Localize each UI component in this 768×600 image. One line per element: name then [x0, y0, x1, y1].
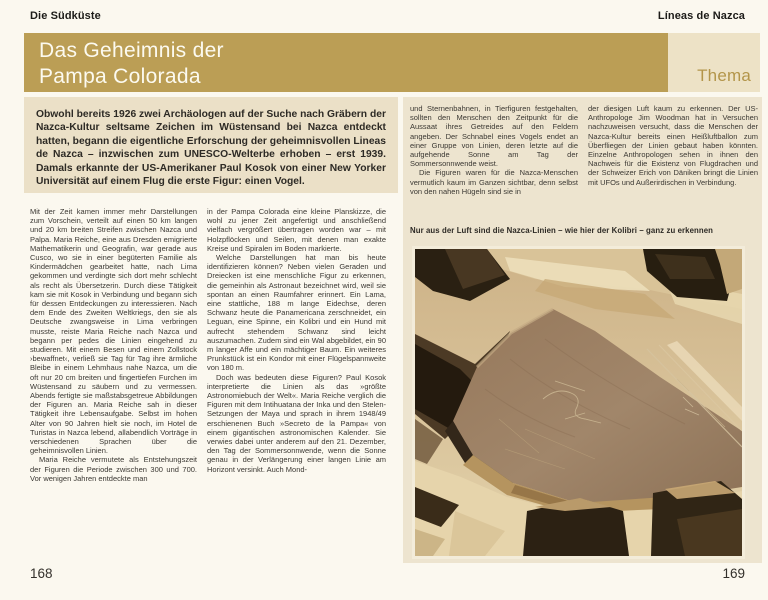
article-column-3	[410, 104, 578, 224]
article-column-4	[588, 104, 758, 224]
intro-paragraph: Obwohl bereits 1926 zwei Archäologen auf der Suche nach Gräbern der Nazca-Kultur seltsame Zeichen im Wüstensand bei Nazca entdeckt hatten, begann die eigentliche Erforschung der geheimnisvollen Lineas de Nazca – inzwischen zum UNESCO-Welterbe erhoben – erst 1939. Damals erkannte der US-Amerikaner Paul Kosok von einer New Yorker Universität auf einem Flug die erste Figur: einen Vogel.	[24, 97, 398, 193]
paragraph: und Sternenbahnen, in Tierfiguren festgehalten, sollten den Menschen den Zeitpunkt für die Aussaat ihres Getreides auf den Feldern angeben. Der Schnabel eines Vogels endet an einer Gruppe von Linien, deren letzte auf die aufgehende Sonne am Tag der Sommersonnwende weist.	[410, 104, 578, 169]
aerial-photo-nazca-lines	[415, 249, 742, 556]
paragraph: in der Pampa Colorada eine kleine Planskizze, die wohl zu jener Zeit angefertigt und anschließend vielfach vergrößert übertragen worden war – mit Holzpflöcken und Seilen, mit denen man exakte Kreise und Spiralen im Boden markierte.	[207, 207, 386, 253]
article-column-1	[30, 207, 197, 559]
paragraph: Maria Reiche vermutete als Entstehungszeit der Figuren die Periode zwischen 300 und 700. Vor wenigen Jahren entdeckte man	[30, 455, 197, 483]
page-number-left: 168	[30, 566, 53, 581]
page-title-line2: Pampa Colorada	[39, 65, 201, 88]
running-head-right: Líneas de Nazca	[657, 10, 745, 22]
article-column-2	[207, 207, 386, 559]
paragraph: Doch was bedeuten diese Figuren? Paul Kosok interpretierte die Linien als das »größte Astronomiebuch der Welt«. Maria Reiche verglich die Figuren mit dem Intihuatana der Inka und den Stelen-Setzungen der Maya und sprach in ihrem 1948/49 erschienenen Buch »Secreto de la Pampa« von einem gigantischen astronomischen Kalender. Sie verwies dabei unter anderem auf den 21. Dezember, den Tag der Sommersonnwende, wenn die Sonne genau in der Verlängerung einer langen Linie am Horizont versinkt. Auch Mond-	[207, 372, 386, 474]
paragraph: Die Figuren waren für die Nazca-Menschen vermutlich kaum im Ganzen sichtbar, denn selbst von den nahen Hügeln sind sie in	[410, 168, 578, 196]
paragraph: Welche Darstellungen hat man bis heute identifizieren können? Neben vielen Geraden und Dreiecken ist eine menschliche Figur zu erkennen, die gemeinhin als Astronaut bezeichnet wird, weil sie spontan an einen Raumfahrer erinnert. Ein Lama, eine stattliche, 188 m lange Eidechse, deren Schwanz heute die Panamericana zerschneidet, ein Leguan, eine Spinne, ein Kolibri und ein Hund mit aufrecht stehendem Schwanz sind leicht auszumachen. Zudem sind ein Wal abgebildet, ein 90 m langer Affe und ein mächtiger Baum. Ein weiteres Prunkstück ist ein Kondor mit einer Flügelspannweite von 180 m.	[207, 253, 386, 373]
thema-tag-box	[668, 33, 760, 92]
photo-frame	[412, 246, 745, 559]
paragraph: der diesigen Luft kaum zu erkennen. Der US-Anthropologe Jim Woodman hat in Versuchen nachzuweisen versucht, dass die Menschen der Nazca-Kultur bereits einen Heißluftballon zum Überfliegen der Linien gebaut haben könnten. Einzelne Anthropologen sehen in ihnen den Nachweis für die Existenz von Flugdrachen und der Schweizer Erich von Däniken bringt die Linien mit UFOs und Außerirdischen in Verbindung.	[588, 104, 758, 187]
page-number-right: 169	[722, 566, 745, 581]
thema-label: Thema	[697, 66, 751, 85]
title-banner	[24, 33, 668, 92]
page-title-line1: Das Geheimnis der	[39, 39, 224, 62]
paragraph: Mit der Zeit kamen immer mehr Darstellungen zum Vorschein, verteilt auf einen 50 km langen und 20 km breiten Streifen zwischen Nazca und Palpa. Maria Reiche, eine aus Dresden emigrierte Mathematikerin und Geografin, war gerade aus Cusco, wo sie in einer begüterten Familie als Kindermädchen gearbeitet hatte, nach Lima gekommen und verdingte sich dort mehr schlecht als recht als Übersetzerin. Durch diese Tätigkeit kam sie mit Kosok in Verbindung und begann sich für dessen Entdeckungen zu interessieren. Nach dem Ende des Zweiten Weltkriegs, den sie als Deutsche zwangsweise in Lima verbringen musste, reiste Maria Reiche nach Nazca und begann per pedes die Linien eingehend zu studieren. Mit einem Besen und einem Zollstock ›bewaffnet‹, verließ sie Tag für Tag ihre ärmliche Bleibe in einem Lehmhaus nahe Nazca, um die oft nur 20 cm breiten und fingertiefen Furchen im Wüstensand zu säubern und zu vermessen. Abends fertigte sie maßstabsgetreue Abbildungen der Figuren an. Maria Reiche sah in dieser Tätigkeit ihre Lebensaufgabe. Selbst im hohen Alter von 90 Jahren hielt sie noch, im Hotel de Turistas in Nazca lebend, allabendlich Vorträge in verschiedenen Sprachen über die geheimnisvollen Linien.	[30, 207, 197, 456]
photo-caption: Nur aus der Luft sind die Nazca-Linien – wie hier der Kolibri – ganz zu erkennen	[410, 226, 714, 235]
running-head-left: Die Südküste	[30, 10, 101, 22]
